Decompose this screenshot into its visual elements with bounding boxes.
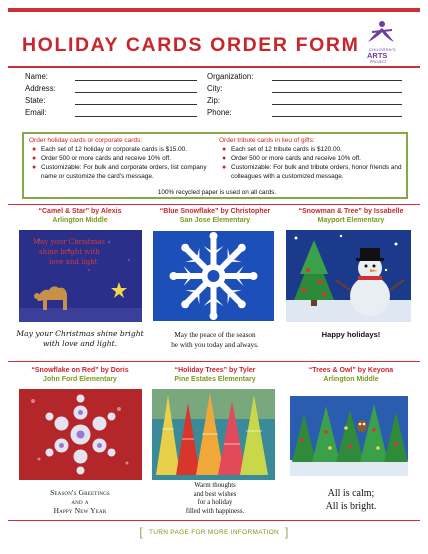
phone-field[interactable] [272, 116, 402, 117]
card-message-trees-owl: All is calm; All is bright. [325, 488, 377, 512]
name-label: Name: [25, 72, 48, 81]
logo-text-top: CHILDREN'S [369, 47, 396, 52]
snowflake-on-red-artwork [19, 389, 142, 480]
title-rule [8, 66, 420, 68]
state-field[interactable] [75, 104, 197, 105]
card-message-snowflake-on-red: Season's Greetings and a Happy New Year [50, 488, 110, 515]
section-rule-middle [8, 361, 420, 362]
footer-rule [8, 520, 420, 521]
pricing-box [22, 132, 408, 199]
tribute-price-item: ● Each set of 12 tribute cards is $120.00. [222, 146, 342, 153]
organization-field[interactable] [272, 80, 402, 81]
logo-text-main: ARTS [367, 51, 388, 60]
card-message-holiday-trees: Warm thoughts and best wishes for a holiday filled with happiness. [185, 482, 245, 515]
card-caption-trees-owl: “Trees & Owl” by Keyona Arlington Middle [308, 367, 394, 383]
tribute-discount-item: ● Order 500 or more cards and receive 10% off. [222, 155, 361, 162]
bullet-icon: ● [222, 146, 227, 153]
order-form-page [8, 8, 420, 546]
svg-text:love and light: love and light [49, 258, 98, 266]
holiday-price-item: ● Each set of 12 holiday or corporate cards is $15.00. [32, 146, 188, 153]
snowman-tree-artwork [286, 230, 411, 322]
right-bracket: ] [285, 525, 289, 539]
blue-snowflake-artwork [152, 230, 275, 322]
card-caption-camel-star: “Camel & Star” by Alexis Arlington Middle [38, 208, 122, 224]
recycled-paper-note: 100% recycled paper is used on all cards. [157, 189, 277, 196]
email-label: Email: [25, 108, 47, 117]
card-message-camel-star: May your Christmas shine bright with love and light. [16, 329, 144, 348]
zip-label: Zip: [207, 96, 220, 105]
card-message-blue-snowflake: May the peace of the season be with you today and always. [171, 331, 259, 349]
city-label: City: [207, 84, 223, 93]
section-rule-top [8, 204, 420, 205]
address-field[interactable] [75, 92, 197, 93]
organization-label: Organization: [207, 72, 254, 81]
turn-page-note [8, 525, 420, 539]
card-caption-blue-snowflake: “Blue Snowflake” by Christopher San Jose Elementary [159, 208, 271, 224]
email-field[interactable] [75, 116, 197, 117]
holiday-cards-heading: Order holiday cards or corporate cards: [29, 137, 143, 144]
bullet-icon: ● [32, 155, 37, 162]
bullet-icon: ● [32, 146, 37, 153]
logo-text-bottom: PROJECT [370, 60, 387, 64]
holiday-trees-artwork [152, 389, 275, 480]
left-bracket: [ [139, 525, 143, 539]
page-title: HOLIDAY CARDS ORDER FORM [22, 34, 360, 56]
top-rule [8, 8, 420, 12]
state-label: State: [25, 96, 46, 105]
turn-page-text: TURN PAGE FOR MORE INFORMATION [148, 529, 280, 536]
camel-star-artwork [19, 230, 142, 322]
city-field[interactable] [272, 92, 402, 93]
name-field[interactable] [75, 80, 197, 81]
trees-owl-artwork [290, 396, 408, 476]
phone-label: Phone: [207, 108, 232, 117]
bullet-icon: ● [32, 164, 37, 171]
holiday-discount-item: ● Order 500 or more cards and receive 10% off. [32, 155, 171, 162]
bullet-icon: ● [222, 164, 227, 171]
card-caption-snowflake-on-red: “Snowflake on Red” by Doris John Ford Elementary [31, 367, 129, 383]
svg-text:May your Christmas: May your Christmas [33, 238, 106, 246]
tribute-custom-item: ● Customizable: For bulk and tribute orders, honor friends and colleagues with a customized message. [222, 164, 402, 180]
tribute-cards-heading: Order tribute cards in lieu of gifts: [219, 137, 315, 144]
zip-field[interactable] [272, 104, 402, 105]
holiday-custom-item: ● Customizable: For bulk and corporate orders, list company name or customize the card's message. [32, 164, 207, 180]
card-caption-holiday-trees: “Holiday Trees” by Tyler Pine Estates Elementary [174, 367, 256, 383]
svg-text:shine bright with: shine bright with [39, 248, 100, 256]
card-message-snowman-tree: Happy holidays! [321, 330, 381, 339]
address-label: Address: [25, 84, 56, 93]
card-caption-snowman-tree: “Snowman & Tree” by Issabelle Mayport Elementary [298, 208, 404, 224]
bullet-icon: ● [222, 155, 227, 162]
